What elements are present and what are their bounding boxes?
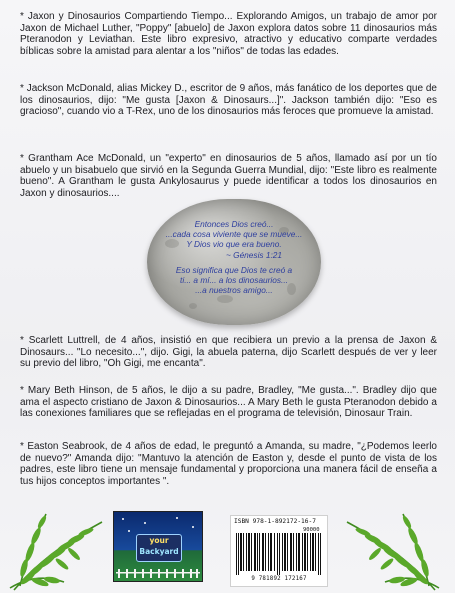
isbn-label: ISBN 978-1-892172-16-7 [234,518,316,525]
review-paragraph-2: * Jackson McDonald, alias Mickey D., escritor de 9 años, más fanático de los deportes que de los dinosaurios, dijo: "Me gusta [Jaxon & Dinosaurs...]". Jackson también dijo: "Eso es gracioso", cuando vio a T-Rex, uno de los dinosaurios más feroces que promueve la amistad. [20,83,437,118]
barcode [230,515,328,587]
logo-line-2: Backyard [139,547,179,556]
review-paragraph-5: * Mary Beth Hinson, de 5 años, le dijo a su padre, Bradley, "Me gusta...". Bradley dijo que ama el aspecto cristiano de Jaxon & Dinosaurios... A Mary Beth le gusta Pteranodon debido a las conexiones familiares que se reflejadas en el programa de televisión, Dinosaur Train. [20,385,437,420]
message-line-2: ti... a mí... a los dinosaurios... [180,275,288,286]
barcode-bars [236,533,322,575]
fern-left-icon [6,502,110,592]
logo-line-1: your [149,536,169,545]
review-paragraph-1: * Jaxon y Dinosaurios Compartiendo Tiempo... Explorando Amigos, un trabajo de amor por Jaxon de Michael Luther, "Poppy" [abuelo] de Jaxon explora datos sobre 11 dinosaurios más Pteranodon y Leviathan. Este libro expresivo, atractivo y educativo comparte verdades bíblicas sobre la amistad para alentar a los "niños" de todas las edades. [20,11,437,57]
price-code: 90000 [303,527,320,533]
verse-line-2: ...cada cosa viviente que se mueve... [165,229,303,240]
review-paragraph-6: * Easton Seabrook, de 4 años de edad, le preguntó a Amanda, su madre, "¿Podemos leerlo de nuevo?" Amanda dijo: "Mantuvo la atención de Easton y, desde el punto de vista de los padres, este libro tiene un mensaje fundamental y proporciona una manera fácil de enseña a tus hijos conceptos importantes ". [20,441,437,487]
logo-sign [136,534,182,562]
verse-line-3: Y Dios vio que era bueno. [186,239,282,250]
fence-icon [116,568,200,578]
review-paragraph-3: * Grantham Ace McDonald, un "experto" en dinosaurios de 5 años, llamado así por un tío abuelo y un bisabuelo que sirvió en la Segunda Guerra Mundial, dijo: "Este libro es realmente bueno". A Grantham le gusta Ankylosaurus y puede identificar a todos los dinosaurios en Jaxon y dinosaurios.... [20,153,437,199]
review-paragraph-4: * Scarlett Luttrell, de 4 años, insistió en que recibiera un previo a la prensa de Jaxon & Dinosaurs... "Lo necesito...", dijo. Gigi, la abuela paterna, dijo Scarlett después de ver y leer su previo del libro, "Oh Gigi, me encanta". [20,335,437,370]
egg-message [147,265,321,296]
egg-illustration [147,199,321,325]
verse-reference: ~ Génesis 1:21 [225,249,283,260]
fern-right-icon [339,502,443,592]
barcode-digits: 9 781892 172167 [251,576,307,582]
message-line-3: ...a nuestros amigo... [195,285,273,296]
genesis-verse [147,219,321,260]
verse-line-1: Entonces Dios creó... [194,219,274,229]
backyard-logo [113,511,203,582]
message-line-1: Eso significa que Dios te creó a [175,265,293,275]
